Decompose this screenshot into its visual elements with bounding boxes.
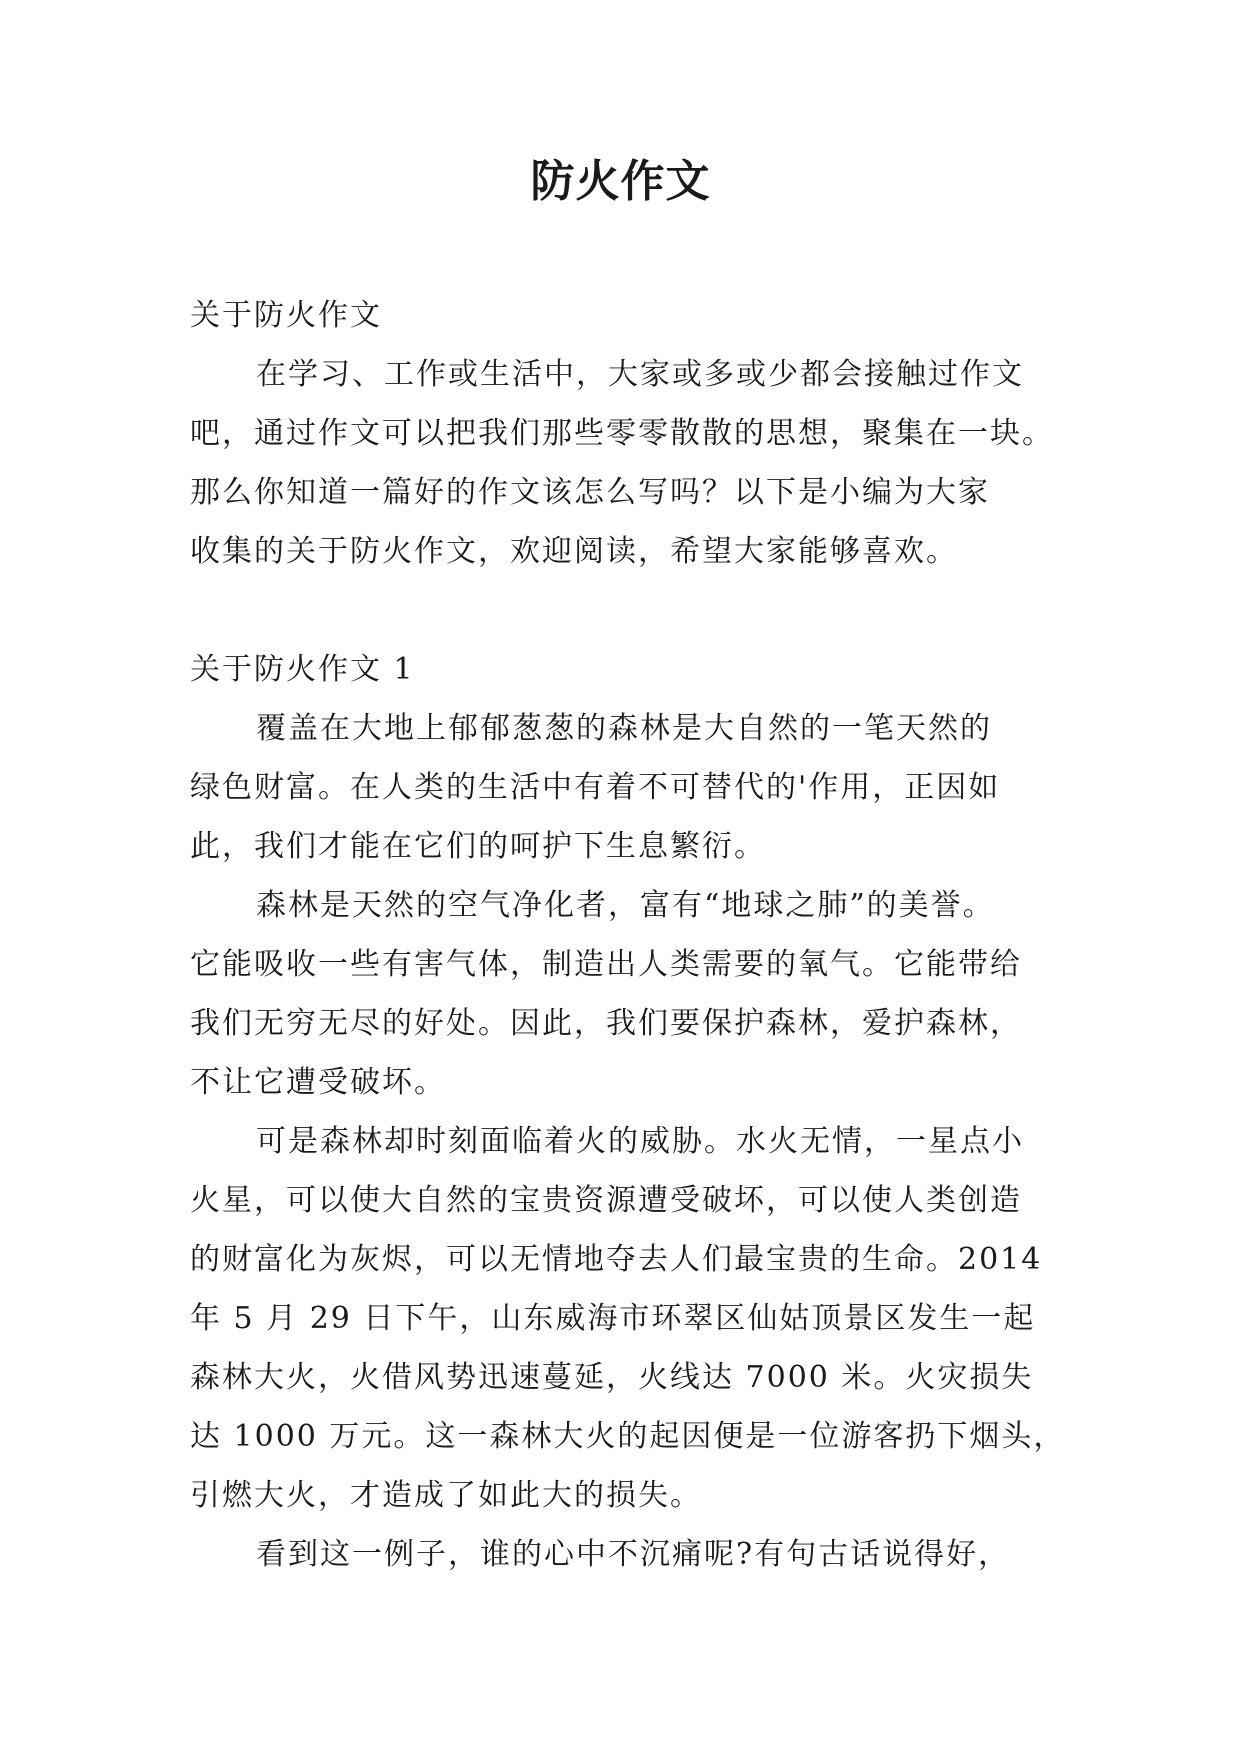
paragraph-line: 火星，可以使大自然的宝贵资源遭受破坏，可以使人类创造: [190, 1183, 1022, 1218]
paragraph-line: 森林是天然的空气净化者，富有“地球之肺”的美誉。: [256, 888, 995, 923]
paragraph-line: 它能吸收一些有害气体，制造出人类需要的氧气。它能带给: [190, 947, 1022, 982]
paragraph-line: 引燃大火，才造成了如此大的损失。: [190, 1478, 702, 1513]
intro-line: 在学习、工作或生活中，大家或多或少都会接触过作文: [256, 357, 1024, 392]
paragraph-line: 的财富化为灰烬，可以无情地夺去人们最宝贵的生命。2014: [190, 1242, 1043, 1277]
essay-heading: 关于防火作文 1: [190, 652, 415, 687]
paragraph-line: 看到这一例子，谁的心中不沉痛呢?有句古话说得好，: [256, 1537, 1011, 1572]
paragraph-line: 不让它遭受破坏。: [190, 1065, 446, 1100]
paragraph-line: 我们无穷无尽的好处。因此，我们要保护森林，爱护森林，: [190, 1006, 1022, 1041]
paragraph-line: 可是森林却时刻面临着火的威胁。水火无情，一星点小: [256, 1124, 1024, 1159]
paragraph-line: 绿色财富。在人类的生活中有着不可替代的'作用，正因如: [190, 770, 1001, 805]
paragraph-line: 年 5 月 29 日下午，山东威海市环翠区仙姑顶景区发生一起: [190, 1301, 1036, 1336]
intro-line: 那么你知道一篇好的作文该怎么写吗？以下是小编为大家: [190, 475, 990, 510]
paragraph-line: 覆盖在大地上郁郁葱葱的森林是大自然的一笔天然的: [256, 711, 992, 746]
document-title: 防火作文: [530, 156, 711, 207]
intro-line: 吧，通过作文可以把我们那些零零散散的思想，聚集在一块。: [190, 416, 1054, 451]
intro-heading: 关于防火作文: [190, 298, 382, 333]
document-body: [190, 286, 1070, 1584]
intro-line: 收集的关于防火作文，欢迎阅读，希望大家能够喜欢。: [190, 534, 958, 569]
paragraph-line: 此，我们才能在它们的呵护下生息繁衍。: [190, 829, 766, 864]
paragraph-line: 森林大火，火借风势迅速蔓延，火线达 7000 米。火灾损失: [190, 1360, 1034, 1395]
paragraph-line: 达 1000 万元。这一森林大火的起因便是一位游客扔下烟头，: [190, 1419, 1066, 1454]
section-gap: [190, 581, 1070, 640]
